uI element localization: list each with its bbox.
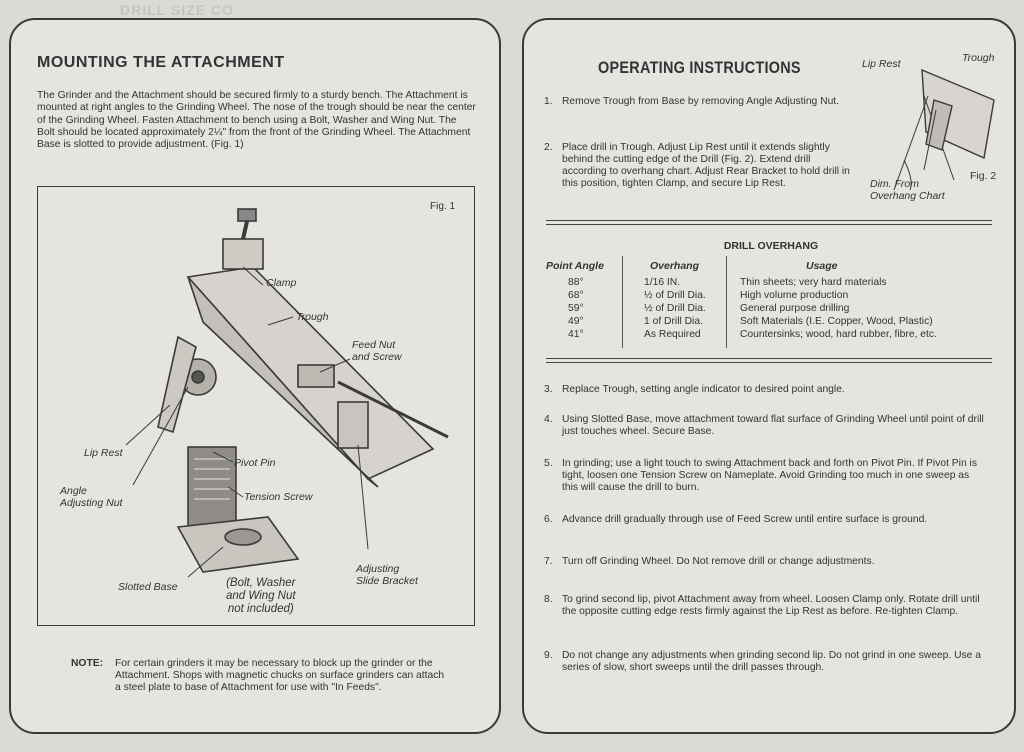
table-row: 49°: [568, 316, 584, 327]
callout-bolt-note: (Bolt, Washer and Wing Nut not included): [226, 577, 296, 615]
mounting-note: [71, 658, 451, 694]
fig2-dim-label: Dim. From Overhang Chart: [870, 178, 945, 202]
page-title: MOUNTING THE ATTACHMENT: [37, 54, 285, 71]
header-overhang: Overhang: [650, 260, 700, 272]
table-divider-1: [622, 256, 623, 348]
left-page: [9, 18, 501, 734]
right-page: [522, 18, 1016, 734]
step-1: 1. Remove Trough from Base by removing Angle Adjusting Nut.: [544, 96, 840, 107]
table-bottom-rule: [546, 358, 992, 359]
figure-2-label: Fig. 2: [970, 170, 997, 182]
note-text: For certain grinders it may be necessary to block up the grinder or the Attachment. Shops with magnetic chucks on surface grinders can attach a steel plate to base of Attachment for use with "In Feeds".: [115, 658, 445, 693]
table-row: ½ of Drill Dia.: [644, 303, 706, 314]
table-row: Thin sheets; very hard materials: [740, 277, 887, 288]
table-row: 41°: [568, 329, 584, 340]
callout-pivot-pin: Pivot Pin: [234, 457, 276, 469]
note-label: NOTE:: [71, 658, 104, 669]
table-row: Countersinks; wood, hard rubber, fibre, etc.: [740, 329, 937, 340]
step-2: 2. Place drill in Trough. Adjust Lip Rest until it extends slightly behind the cutting edge of the Drill (Fig. 2). Extend drill according to overhang chart. Adjust Rear Bracket to hold drill in this position, tighten Clamp, and secure Lip Rest.: [544, 142, 850, 189]
callout-feed-nut: Feed Nut and Screw: [352, 339, 402, 363]
table-row: ½ of Drill Dia.: [644, 290, 706, 301]
fig2-trough-label: Trough: [962, 52, 995, 64]
table-top-rule: [546, 220, 992, 221]
callout-angle-adjusting-nut: Angle Adjusting Nut: [60, 485, 123, 509]
callout-adjusting-slide-bracket: Adjusting Slide Bracket: [356, 563, 418, 587]
overhang-title: DRILL OVERHANG: [723, 240, 819, 252]
callout-slotted-base: Slotted Base: [118, 581, 178, 593]
callout-tension-screw: Tension Screw: [244, 491, 313, 503]
mounting-intro: The Grinder and the Attachment should be secured firmly to a sturdy bench. The Attachment is mounted at right angles to the Grinding Wheel. The nose of the trough should be near the center of the Grinding Wheel. Fasten Attachment to bench using a Bolt, Washer and Wing Nut. The Bolt should be located approximately 2¼" from the front of the Grinding Wheel. The Attachment Base is slotted to provide adjustment. (Fig. 1): [37, 90, 476, 151]
column-overhang: [644, 276, 728, 341]
step-4: 4. Using Slotted Base, move attachment toward flat surface of Grinding Wheel until point of drill just touches wheel. Secure Base.: [544, 414, 984, 437]
table-row: 1 of Drill Dia.: [644, 316, 703, 327]
column-usage: [740, 276, 1002, 341]
step-9: 9. Do not change any adjustments when grinding second lip. Do not grind in one sweep. Use a series of slow, short sweeps until the drill passes through.: [544, 650, 981, 673]
header-point-angle: Point Angle: [546, 260, 604, 272]
step-8: 8. To grind second lip, pivot Attachment away from wheel. Loosen Clamp only. Rotate drill until the opposite cutting edge rests firmly against the Lip Rest as before. Re-tighten Clamp.: [544, 594, 980, 617]
table-row: 1/16 IN.: [644, 277, 681, 288]
table-row: 88°: [568, 277, 584, 288]
grinder-attachment-illustration: [38, 187, 474, 625]
table-row: 59°: [568, 303, 584, 314]
step-5: 5. In grinding; use a light touch to swing Attachment back and forth on Pivot Pin. If Pivot Pin is tight, loosen one Tension Screw on Nameplate. Avoid Grinding too much in one sweep as this will cause the drill to burn.: [544, 458, 977, 493]
table-row: As Required: [644, 329, 701, 340]
header-usage: Usage: [806, 260, 838, 272]
table-row: Soft Materials (I.E. Copper, Wood, Plastic): [740, 316, 933, 327]
callout-lip-rest: Lip Rest: [84, 447, 123, 459]
table-row: General purpose drilling: [740, 303, 850, 314]
table-row: High volume production: [740, 290, 849, 301]
table-bottom-rule-2: [546, 362, 992, 363]
callout-trough: Trough: [296, 311, 329, 323]
step-3: 3. Replace Trough, setting angle indicator to desired point angle.: [544, 384, 845, 395]
figure-1-label: Fig. 1: [430, 201, 456, 212]
table-row: 68°: [568, 290, 584, 301]
operating-title: OPERATING INSTRUCTIONS: [598, 58, 801, 77]
step-7: 7. Turn off Grinding Wheel. Do Not remove drill or change adjustments.: [544, 556, 875, 567]
callout-clamp: Clamp: [266, 277, 297, 289]
step-6: 6. Advance drill gradually through use of Feed Screw until entire surface is ground.: [544, 514, 928, 525]
fig2-lip-rest-label: Lip Rest: [862, 58, 901, 70]
figure-1: [37, 186, 475, 626]
table-top-rule-2: [546, 224, 992, 225]
column-point-angle: [568, 276, 618, 341]
